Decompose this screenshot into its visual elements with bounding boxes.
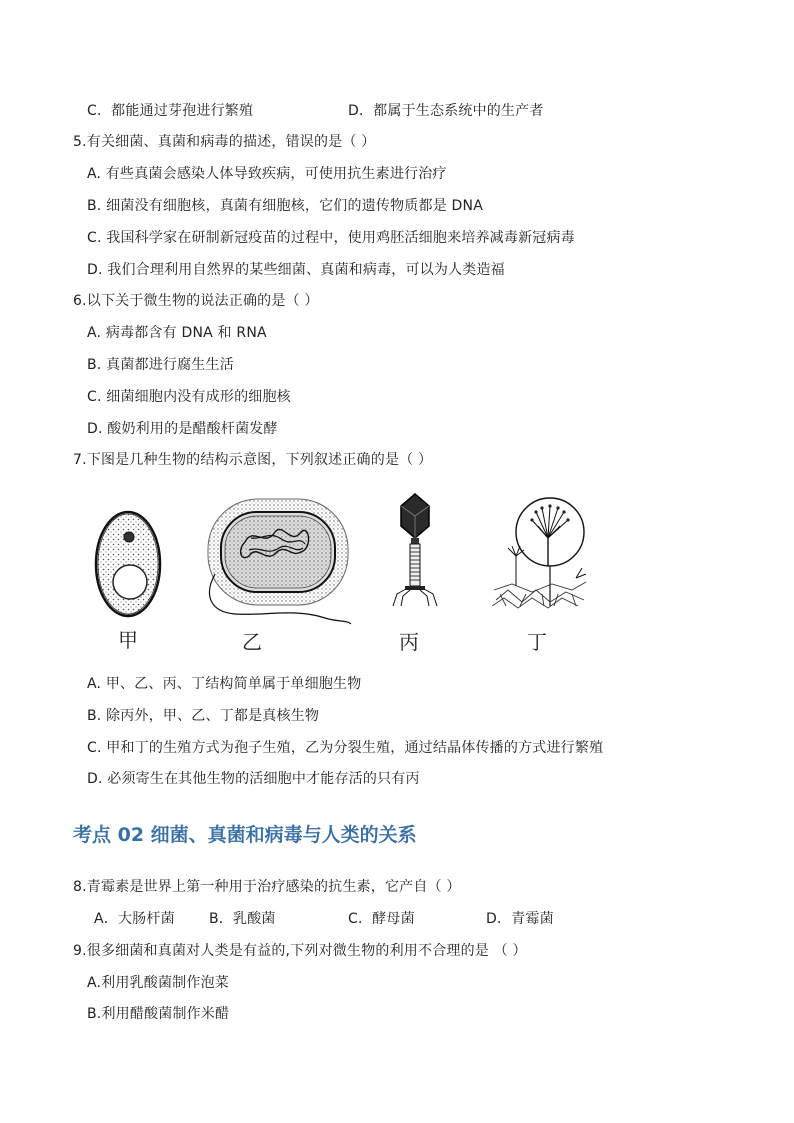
q8-option-d: D．青霉菌: [486, 911, 554, 927]
q4-option-d: D．都属于生态系统中的生产者: [348, 103, 544, 119]
bacterium-figure: [205, 496, 355, 628]
q7-stem: 7.下图是几种生物的结构示意图，下列叙述正确的是（ ）: [73, 452, 433, 468]
q6-stem: 6.以下关于微生物的说法正确的是（ ）: [73, 293, 319, 309]
q7-option-a: A. 甲、乙、丙、丁结构简单属于单细胞生物: [87, 676, 362, 692]
figure-label-ding: 丁: [527, 630, 547, 654]
q9-option-a: A.利用乳酸菌制作泡菜: [87, 975, 229, 991]
figure-label-yi: 乙: [242, 630, 262, 654]
q6-option-c: C. 细菌细胞内没有成形的细胞核: [87, 389, 291, 405]
q7-option-d: D. 必须寄生在其他生物的活细胞中才能存活的只有丙: [87, 771, 420, 787]
q5-option-b: B. 细菌没有细胞核，真菌有细胞核，它们的遗传物质都是 DNA: [87, 198, 483, 214]
q6-option-a: A. 病毒都含有 DNA 和 RNA: [87, 325, 267, 341]
section-heading: 考点 02 细菌、真菌和病毒与人类的关系: [73, 824, 417, 846]
q9-stem: 9.很多细菌和真菌对人类是有益的,下列对微生物的利用不合理的是 （ ）: [73, 943, 527, 959]
q5-option-a: A. 有些真菌会感染人体导致疾病，可使用抗生素进行治疗: [87, 166, 447, 182]
figure-label-jia: 甲: [118, 628, 138, 652]
q4-option-c: C．都能通过芽孢进行繁殖: [87, 103, 254, 119]
q8-option-c: C．酵母菌: [348, 911, 415, 927]
q5-stem: 5.有关细菌、真菌和病毒的描述，错误的是（ ）: [73, 134, 376, 150]
figure-label-bing: 丙: [399, 630, 419, 654]
yeast-cell-figure: [92, 508, 164, 620]
q5-option-d: D. 我们合理利用自然界的某些细菌、真菌和病毒，可以为人类造福: [87, 262, 505, 278]
q6-option-d: D. 酸奶利用的是醋酸杆菌发酵: [87, 421, 278, 437]
q7-option-c: C. 甲和丁的生殖方式为孢子生殖，乙为分裂生殖，通过结晶体传播的方式进行繁殖: [87, 740, 604, 756]
q7-option-b: B. 除丙外，甲、乙、丁都是真核生物: [87, 708, 320, 724]
q6-option-b: B. 真菌都进行腐生生活: [87, 357, 234, 373]
bacteriophage-figure: [385, 490, 445, 608]
q8-option-b: B．乳酸菌: [209, 911, 276, 927]
q8-option-a: A．大肠杆菌: [94, 911, 175, 927]
q8-stem: 8.青霉素是世界上第一种用于治疗感染的抗生素，它产自（ ）: [73, 879, 461, 895]
penicillium-figure: [492, 494, 588, 610]
q9-option-b: B.利用醋酸菌制作米醋: [87, 1006, 230, 1022]
q5-option-c: C. 我国科学家在研制新冠疫苗的过程中，使用鸡胚活细胞来培养减毒新冠病毒: [87, 230, 575, 246]
